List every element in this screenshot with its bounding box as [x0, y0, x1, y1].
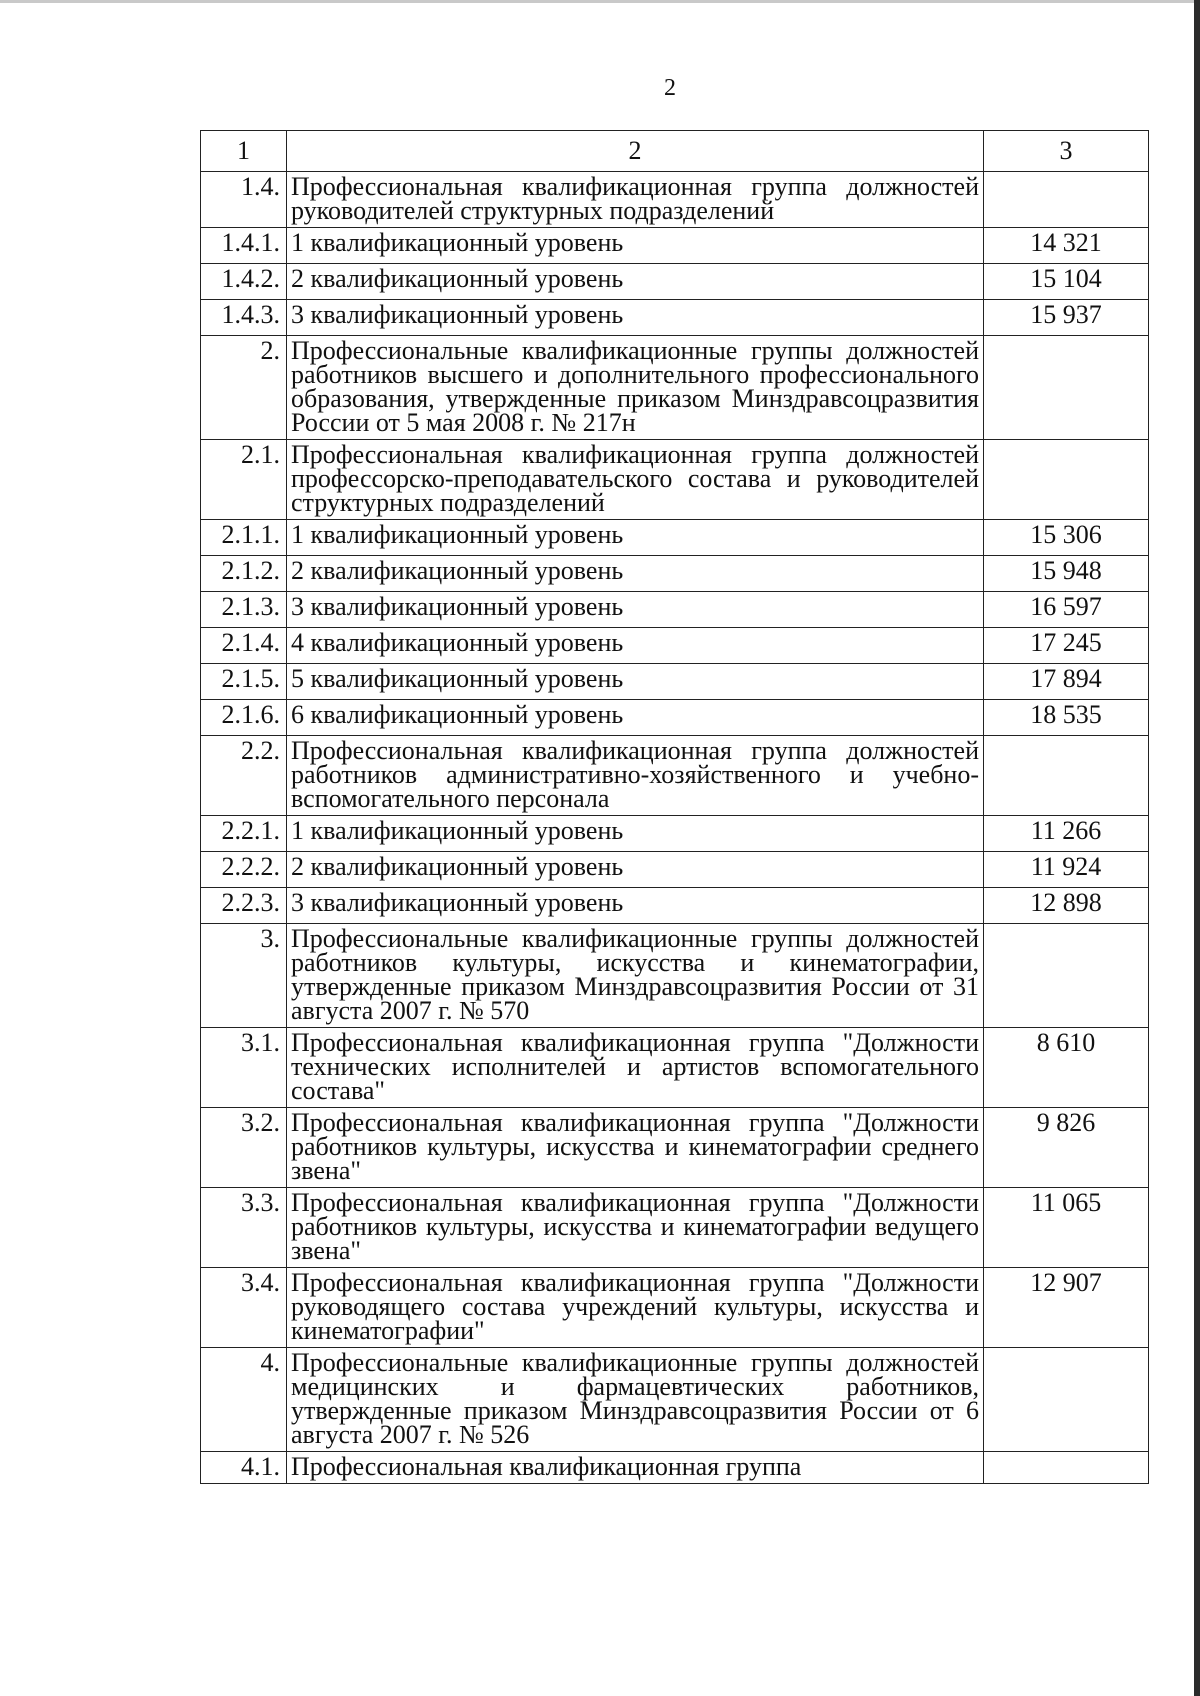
row-number-cell: 2.2. [201, 736, 287, 816]
row-salary-cell: 15 937 [984, 300, 1149, 336]
row-number-cell: 2.1.4. [201, 628, 287, 664]
table-row [201, 1108, 1149, 1188]
row-number-cell: 3.4. [201, 1268, 287, 1348]
row-number-cell: 3.1. [201, 1028, 287, 1108]
table-header-row [201, 131, 1149, 172]
row-name-cell: 6 квалификационный уровень [287, 700, 984, 736]
row-number-cell: 1.4.1. [201, 228, 287, 264]
row-salary-cell [984, 172, 1149, 228]
row-name-cell: 2 квалификационный уровень [287, 556, 984, 592]
row-number-cell: 2.1. [201, 440, 287, 520]
table-row [201, 924, 1149, 1028]
table-row [201, 888, 1149, 924]
row-name-cell: Профессиональная квалификационная группа должностей профессорско-преподавательского состава и руководителей структурных подразделений [287, 440, 984, 520]
row-salary-cell: 17 894 [984, 664, 1149, 700]
row-name-cell: 3 квалификационный уровень [287, 888, 984, 924]
table-row [201, 736, 1149, 816]
row-name-cell: 3 квалификационный уровень [287, 300, 984, 336]
row-salary-cell: 11 266 [984, 816, 1149, 852]
row-name-cell: Профессиональная квалификационная группа должностей работников административно-хозяйственного и учебно-вспомогательного персонала [287, 736, 984, 816]
table-row [201, 628, 1149, 664]
row-salary-cell [984, 924, 1149, 1028]
table-row [201, 1452, 1149, 1484]
table-row [201, 336, 1149, 440]
row-name-cell: Профессиональные квалификационные группы должностей работников культуры, искусства и кинематографии, утвержденные приказом Минздравсоцразвития России от 31 августа 2007 г. № 570 [287, 924, 984, 1028]
row-salary-cell [984, 1452, 1149, 1484]
row-salary-cell: 15 104 [984, 264, 1149, 300]
row-name-cell: 1 квалификационный уровень [287, 228, 984, 264]
row-number-cell: 2.1.3. [201, 592, 287, 628]
row-salary-cell: 8 610 [984, 1028, 1149, 1108]
row-salary-cell: 12 898 [984, 888, 1149, 924]
row-salary-cell: 15 306 [984, 520, 1149, 556]
salary-table [200, 130, 1149, 1484]
row-name-cell: Профессиональная квалификационная группа "Должности руководящего состава учреждений культуры, искусства и кинематографии" [287, 1268, 984, 1348]
row-name-cell: 2 квалификационный уровень [287, 264, 984, 300]
row-salary-cell [984, 440, 1149, 520]
row-salary-cell [984, 336, 1149, 440]
row-name-cell: Профессиональная квалификационная группа "Должности работников культуры, искусства и кинематографии среднего звена" [287, 1108, 984, 1188]
row-number-cell: 1.4.2. [201, 264, 287, 300]
row-salary-cell [984, 736, 1149, 816]
row-name-cell: 1 квалификационный уровень [287, 520, 984, 556]
table-row [201, 172, 1149, 228]
table-row [201, 1188, 1149, 1268]
table-row [201, 852, 1149, 888]
table-row [201, 664, 1149, 700]
table-row [201, 592, 1149, 628]
table-row [201, 264, 1149, 300]
table-row [201, 1348, 1149, 1452]
row-salary-cell: 12 907 [984, 1268, 1149, 1348]
row-number-cell: 3. [201, 924, 287, 1028]
row-number-cell: 1.4.3. [201, 300, 287, 336]
row-name-cell: Профессиональная квалификационная группа должностей руководителей структурных подразделений [287, 172, 984, 228]
row-salary-cell: 14 321 [984, 228, 1149, 264]
row-number-cell: 2. [201, 336, 287, 440]
row-number-cell: 3.2. [201, 1108, 287, 1188]
row-number-cell: 4. [201, 1348, 287, 1452]
row-number-cell: 2.1.5. [201, 664, 287, 700]
row-salary-cell: 15 948 [984, 556, 1149, 592]
row-number-cell: 4.1. [201, 1452, 287, 1484]
page-number: 2 [664, 75, 676, 101]
row-name-cell: 2 квалификационный уровень [287, 852, 984, 888]
header-cell-name: 2 [287, 131, 984, 172]
row-name-cell: 3 квалификационный уровень [287, 592, 984, 628]
row-salary-cell [984, 1348, 1149, 1452]
row-name-cell: Профессиональная квалификационная группа "Должности работников культуры, искусства и кинематографии ведущего звена" [287, 1188, 984, 1268]
table-row [201, 228, 1149, 264]
row-salary-cell: 17 245 [984, 628, 1149, 664]
row-salary-cell: 11 924 [984, 852, 1149, 888]
row-name-cell: 1 квалификационный уровень [287, 816, 984, 852]
row-number-cell: 2.1.1. [201, 520, 287, 556]
table-row [201, 300, 1149, 336]
row-number-cell: 2.1.6. [201, 700, 287, 736]
row-name-cell: Профессиональные квалификационные группы должностей работников высшего и дополнительного профессионального образования, утвержденные приказом Минздравсоцразвития России от 5 мая 2008 г. № 217н [287, 336, 984, 440]
row-number-cell: 2.2.3. [201, 888, 287, 924]
row-name-cell: Профессиональная квалификационная группа [287, 1452, 984, 1484]
row-name-cell: 4 квалификационный уровень [287, 628, 984, 664]
scan-right-edge [1194, 0, 1200, 1696]
table-row [201, 700, 1149, 736]
table-row [201, 520, 1149, 556]
row-number-cell: 2.2.1. [201, 816, 287, 852]
header-cell-number: 1 [201, 131, 287, 172]
row-salary-cell: 16 597 [984, 592, 1149, 628]
table-row [201, 816, 1149, 852]
table-row [201, 1268, 1149, 1348]
table-row [201, 440, 1149, 520]
header-cell-value: 3 [984, 131, 1149, 172]
row-name-cell: 5 квалификационный уровень [287, 664, 984, 700]
scan-top-edge [0, 0, 1200, 3]
row-number-cell: 2.2.2. [201, 852, 287, 888]
row-number-cell: 2.1.2. [201, 556, 287, 592]
table-row [201, 556, 1149, 592]
row-salary-cell: 11 065 [984, 1188, 1149, 1268]
table-body [201, 172, 1149, 1484]
table-row [201, 1028, 1149, 1108]
row-salary-cell: 9 826 [984, 1108, 1149, 1188]
row-number-cell: 3.3. [201, 1188, 287, 1268]
row-name-cell: Профессиональная квалификационная группа "Должности технических исполнителей и артистов вспомогательного состава" [287, 1028, 984, 1108]
row-number-cell: 1.4. [201, 172, 287, 228]
row-salary-cell: 18 535 [984, 700, 1149, 736]
row-name-cell: Профессиональные квалификационные группы должностей медицинских и фармацевтических работников, утвержденные приказом Минздравсоцразвития России от 6 августа 2007 г. № 526 [287, 1348, 984, 1452]
